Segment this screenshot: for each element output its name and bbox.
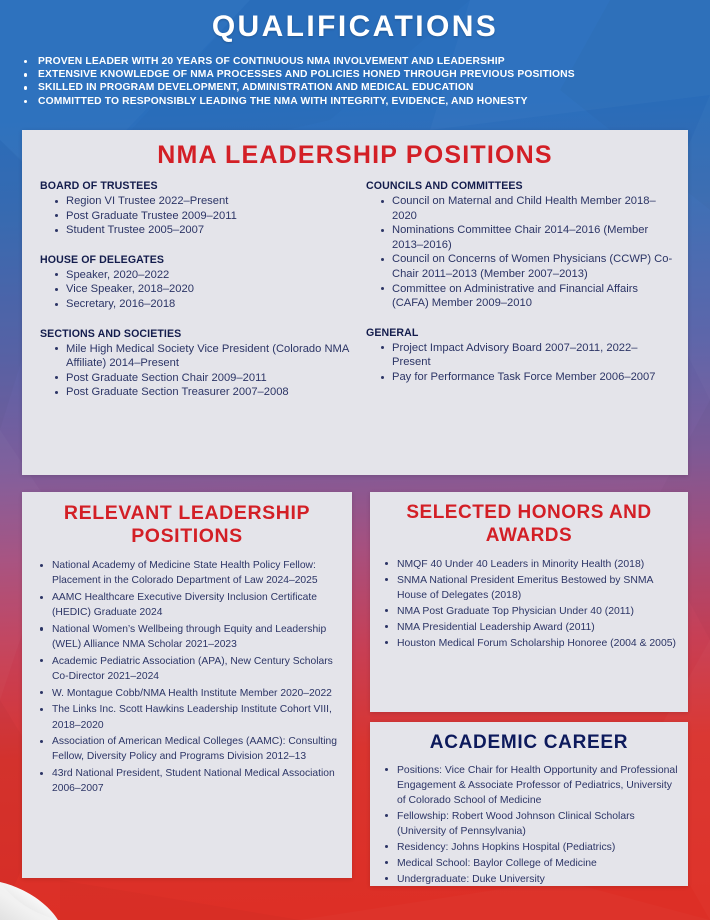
nma-leadership-title: NMA LEADERSHIP POSITIONS [157, 141, 553, 169]
list-item: Secretary, 2016–2018 [55, 297, 358, 312]
list-item: Fellowship: Robert Wood Johnson Clinical Scholars (University of Pennsylvania) [384, 809, 680, 839]
relevant-leadership-positions-card [22, 492, 352, 878]
page-title: QUALIFICATIONS [211, 10, 499, 43]
selected-honors-and-awards-card [370, 492, 688, 712]
list-item: Academic Pediatric Association (APA), New Century Scholars Co-Director 2021–2024 [39, 654, 338, 684]
list-item: Post Graduate Trustee 2009–2011 [55, 209, 358, 224]
group-heading: SECTIONS AND SOCIETIES [40, 327, 182, 340]
leadership-right-column [358, 180, 674, 400]
list-item: NMQF 40 Under 40 Leaders in Minority Health (2018) [384, 557, 678, 572]
list-item: W. Montague Cobb/NMA Health Institute Member 2020–2022 [39, 686, 338, 701]
list-item: The Links Inc. Scott Hawkins Leadership Institute Cohort VIII, 2018–2020 [39, 702, 338, 732]
list-item: Association of American Medical Colleges (AAMC): Consulting Fellow, Diversity Policy and Programs Division 2012–13 [39, 734, 338, 764]
list-item: Residency: Johns Hopkins Hospital (Pediatrics) [384, 840, 680, 855]
list-item: Houston Medical Forum Scholarship Honoree (2004 & 2005) [384, 636, 678, 651]
list-item: Mile High Medical Society Vice President (Colorado NMA Affiliate) 2014–Present [55, 342, 358, 371]
list-item: Post Graduate Section Chair 2009–2011 [55, 371, 358, 386]
list-item: Speaker, 2020–2022 [55, 268, 358, 283]
list-item: 43rd National President, Student National Medical Association 2006–2007 [39, 766, 338, 796]
group-heading: BOARD OF TRUSTEES [40, 180, 158, 192]
list-item: Student Trustee 2005–2007 [55, 223, 358, 238]
list-item: Vice Speaker, 2018–2020 [55, 282, 358, 297]
group-board-of-trustees [40, 180, 358, 238]
list-item: Medical School: Baylor College of Medicine [384, 856, 680, 871]
selected-honors-title: SELECTED HONORS AND AWARDS [406, 502, 652, 546]
list-item: NMA Presidential Leadership Award (2011) [384, 620, 678, 635]
list-item: Council on Concerns of Women Physicians (CCWP) Co-Chair 2011–2013 (Member 2007–2013) [381, 252, 674, 281]
group-heading: COUNCILS AND COMMITTEES [366, 180, 523, 192]
group-heading: GENERAL [366, 326, 419, 339]
list-item: Nominations Committee Chair 2014–2016 (Member 2013–2016) [381, 223, 674, 252]
list-item: Post Graduate Section Treasurer 2007–2008 [55, 385, 358, 400]
list-item: NMA Post Graduate Top Physician Under 40 (2011) [384, 604, 678, 619]
group-heading: HOUSE OF DELEGATES [40, 253, 165, 266]
qualification-bullet: PROVEN LEADER WITH 20 YEARS OF CONTINUOUS NMA INVOLVEMENT AND LEADERSHIP [22, 55, 710, 68]
list-item: SNMA National President Emeritus Bestowed by SNMA House of Delegates (2018) [384, 573, 678, 603]
group-councils-and-committees [366, 180, 674, 311]
qualifications-header [0, 0, 710, 120]
group-item-list [366, 194, 674, 311]
group-house-of-delegates [40, 254, 358, 312]
list-item: Pay for Performance Task Force Member 2006–2007 [381, 370, 674, 385]
qualification-bullet: SKILLED IN PROGRAM DEVELOPMENT, ADMINISTRATION AND MEDICAL EDUCATION [22, 81, 710, 94]
group-item-list [40, 268, 358, 312]
leadership-columns [22, 170, 688, 400]
list-item: Undergraduate: Duke University [384, 872, 680, 887]
list-item: National Academy of Medicine State Health Policy Fellow: Placement in the Colorado Department of Law 2024–2025 [39, 558, 338, 588]
list-item: Project Impact Advisory Board 2007–2011, 2022–Present [381, 341, 674, 370]
group-general [366, 327, 674, 385]
relevant-leadership-list [22, 548, 352, 797]
list-item: Region VI Trustee 2022–Present [55, 194, 358, 209]
list-item: Positions: Vice Chair for Health Opportunity and Professional Engagement & Associate Professor of Pediatrics, University of Colorado School of Medicine [384, 763, 680, 808]
group-item-list [40, 194, 358, 238]
honors-list [370, 547, 688, 651]
academic-career-title: ACADEMIC CAREER [429, 732, 629, 753]
qualification-bullet: EXTENSIVE KNOWLEDGE OF NMA PROCESSES AND POLICIES HONED THROUGH PREVIOUS POSITIONS [22, 68, 710, 81]
group-item-list [366, 341, 674, 385]
list-item: National Women’s Wellbeing through Equity and Leadership (WEL) Alliance NMA Scholar 2021–2023 [39, 622, 338, 652]
list-item: Committee on Administrative and Financial Affairs (CAFA) Member 2009–2010 [381, 282, 674, 311]
nma-leadership-positions-card [22, 130, 688, 475]
group-item-list [40, 342, 358, 400]
list-item: Council on Maternal and Child Health Member 2018–2020 [381, 194, 674, 223]
group-sections-and-societies [40, 328, 358, 400]
academic-career-card [370, 722, 688, 886]
academic-career-list [370, 754, 688, 887]
qualifications-bullet-list [0, 55, 710, 108]
relevant-leadership-title: RELEVANT LEADERSHIP POSITIONS [63, 502, 311, 547]
qualification-bullet: COMMITTED TO RESPONSIBLY LEADING THE NMA WITH INTEGRITY, EVIDENCE, AND HONESTY [22, 95, 710, 108]
list-item: AAMC Healthcare Executive Diversity Inclusion Certificate (HEDIC) Graduate 2024 [39, 590, 338, 620]
leadership-left-column [40, 180, 358, 400]
